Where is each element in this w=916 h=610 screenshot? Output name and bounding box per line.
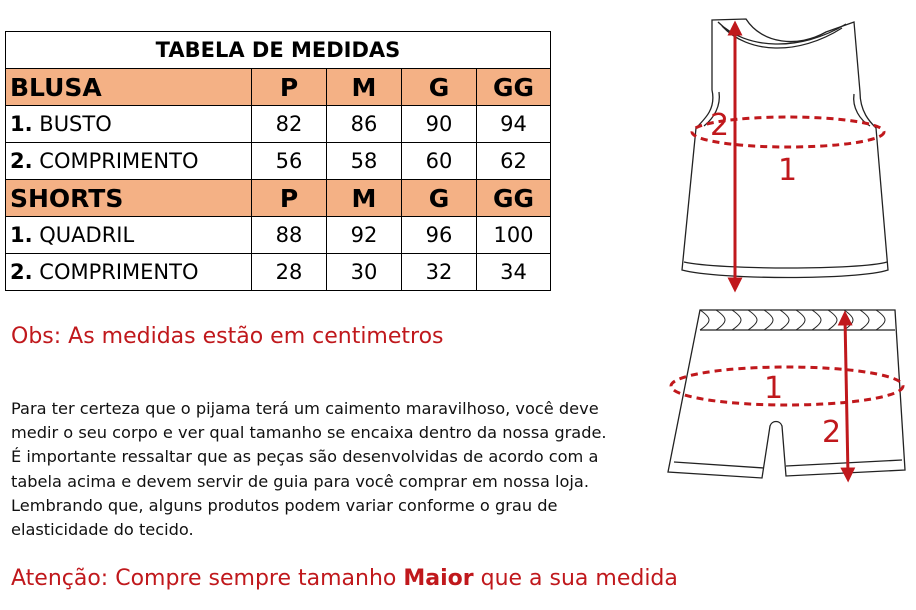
size-header: GG [477, 180, 551, 217]
section-name: BLUSA [6, 69, 252, 106]
shorts-drawing [668, 310, 905, 478]
table-cell: 62 [477, 143, 551, 180]
warning-text: Atenção: Compre sempre tamanho [11, 566, 404, 591]
size-header: G [402, 69, 477, 106]
table-cell: 86 [327, 106, 402, 143]
table-cell: 90 [402, 106, 477, 143]
row-label-text: QUADRIL [39, 223, 135, 247]
table-cell: 30 [327, 254, 402, 291]
paragraph-line: tabela acima e devem servir de guia para você comprar em nossa loja. [11, 471, 589, 491]
size-header: G [402, 180, 477, 217]
row-label-text: COMPRIMENTO [39, 260, 199, 284]
table-cell: 60 [402, 143, 477, 180]
paragraph-line: elasticidade do tecido. [11, 520, 194, 540]
table-cell: 32 [402, 254, 477, 291]
table-cell: 100 [477, 217, 551, 254]
size-header: GG [477, 69, 551, 106]
table-cell: 56 [252, 143, 327, 180]
table-cell: 96 [402, 217, 477, 254]
paragraph-line: medir o seu corpo e ver qual tamanho se encaixa dentro da nossa grade. [11, 423, 607, 443]
shorts-length-marker-label: 2 [822, 415, 842, 450]
table-cell: 88 [252, 217, 327, 254]
size-header: P [252, 180, 327, 217]
table-title: TABELA DE MEDIDAS [6, 32, 551, 69]
row-number: 2. [10, 149, 33, 173]
warning-emphasis: Maior [403, 566, 474, 591]
warning-text-end: que a sua medida [473, 566, 678, 591]
section-name: SHORTS [6, 180, 252, 217]
paragraph-line: Lembrando que, alguns produtos podem variar conforme o grau de [11, 495, 558, 515]
size-header: P [252, 69, 327, 106]
size-header: M [327, 69, 402, 106]
row-number: 1. [10, 112, 33, 136]
size-header: M [327, 180, 402, 217]
row-number: 2. [10, 260, 33, 284]
shirt-length-marker-label: 2 [710, 108, 730, 143]
table-cell: 94 [477, 106, 551, 143]
table-cell: 28 [252, 254, 327, 291]
table-cell: 82 [252, 106, 327, 143]
row-label-text: BUSTO [39, 112, 112, 136]
hip-marker-label: 1 [764, 371, 784, 406]
row-label-text: COMPRIMENTO [39, 149, 199, 173]
row-number: 1. [10, 223, 33, 247]
obs-note: Obs: As medidas estão em centimetros [11, 324, 444, 349]
table-cell: 58 [327, 143, 402, 180]
paragraph-line: É importante ressaltar que as peças são desenvolvidas de acordo com a [11, 447, 599, 467]
table-cell: 34 [477, 254, 551, 291]
paragraph-line: Para ter certeza que o pijama terá um caimento maravilhoso, você deve [11, 399, 599, 418]
bust-marker-label: 1 [778, 153, 798, 188]
table-cell: 92 [327, 217, 402, 254]
